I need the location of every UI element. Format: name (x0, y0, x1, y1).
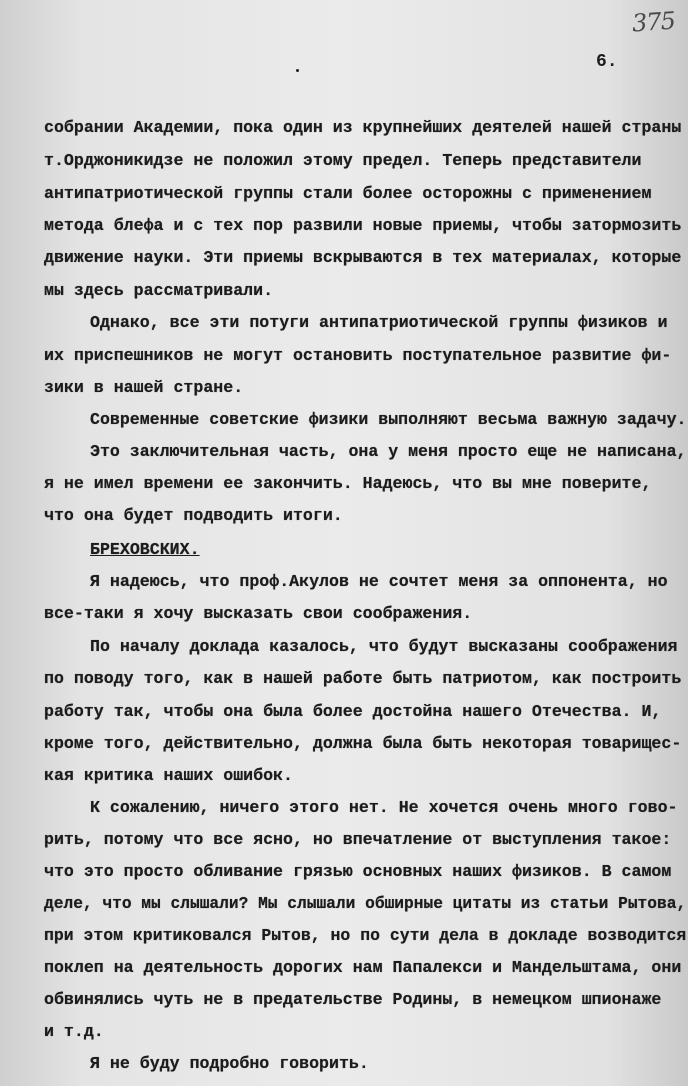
text-line: их приспешников не могут остановить поступательное развитие фи- (44, 346, 672, 365)
text-line: мы здесь рассматривали. (44, 281, 274, 300)
text-line: поклеп на деятельность дорогих нам Папалекси и Мандельштама, они (44, 958, 682, 977)
speaker-name: БРЕХОВСКИХ. (90, 540, 200, 559)
archive-number: 375 (631, 6, 676, 38)
text-line: метода блефа и с тех пор развили новые приемы, чтобы затормозить (44, 216, 682, 235)
text-line: работу так, чтобы она была более достойна нашего Отечества. И, (44, 702, 662, 721)
text-line: собрании Академии, пока один из крупнейших деятелей нашей страны (44, 118, 682, 137)
text-line: т.Орджоникидзе не положил этому предел. Теперь представители (44, 151, 642, 170)
stray-mark (296, 69, 299, 72)
text-line: что она будет подводить итоги. (44, 506, 343, 525)
page-number: 6. (596, 52, 618, 72)
text-line: я не имел времени ее закончить. Надеюсь, что вы мне поверите, (44, 474, 652, 493)
text-line: кая критика наших ошибок. (44, 766, 293, 785)
text-line: деле, что мы слышали? Мы слышали обширные цитаты из статьи Рытова, (44, 894, 687, 913)
text-line: движение науки. Эти приемы вскрываются в тех материалах, которые (44, 248, 682, 267)
text-line: все-таки я хочу высказать свои соображения. (44, 604, 473, 623)
text-line: Я надеюсь, что проф.Акулов не сочтет меня за оппонента, но (90, 572, 668, 591)
text-line: Это заключительная часть, она у меня просто еще не написана, (90, 442, 687, 461)
text-line: что это просто обливание грязью основных наших физиков. В самом (44, 862, 672, 881)
text-line: кроме того, действительно, должна была быть некоторая товарищес- (44, 734, 682, 753)
text-line: зики в нашей стране. (44, 378, 244, 397)
text-line: рить, потому что все ясно, но впечатление от выступления такое: (44, 830, 672, 849)
text-line: Современные советские физики выполняют весьма важную задачу. (90, 410, 687, 429)
text-line: К сожалению, ничего этого нет. Не хочется очень много гово- (90, 798, 678, 817)
text-line: антипатриотической группы стали более осторожны с применением (44, 184, 652, 203)
text-line: и т.д. (44, 1022, 104, 1041)
text-line: по поводу того, как в нашей работе быть патриотом, как построить (44, 669, 682, 688)
text-line: Однако, все эти потуги антипатриотической группы физиков и (90, 313, 668, 332)
text-line: при этом критиковался Рытов, но по сути дела в докладе возводится (44, 926, 687, 945)
text-line: По началу доклада казалось, что будут высказаны соображения (90, 637, 678, 656)
text-line: Я не буду подробно говорить. (90, 1054, 369, 1073)
text-line: обвинялись чуть не в предательстве Родины, в немецком шпионаже (44, 990, 662, 1009)
